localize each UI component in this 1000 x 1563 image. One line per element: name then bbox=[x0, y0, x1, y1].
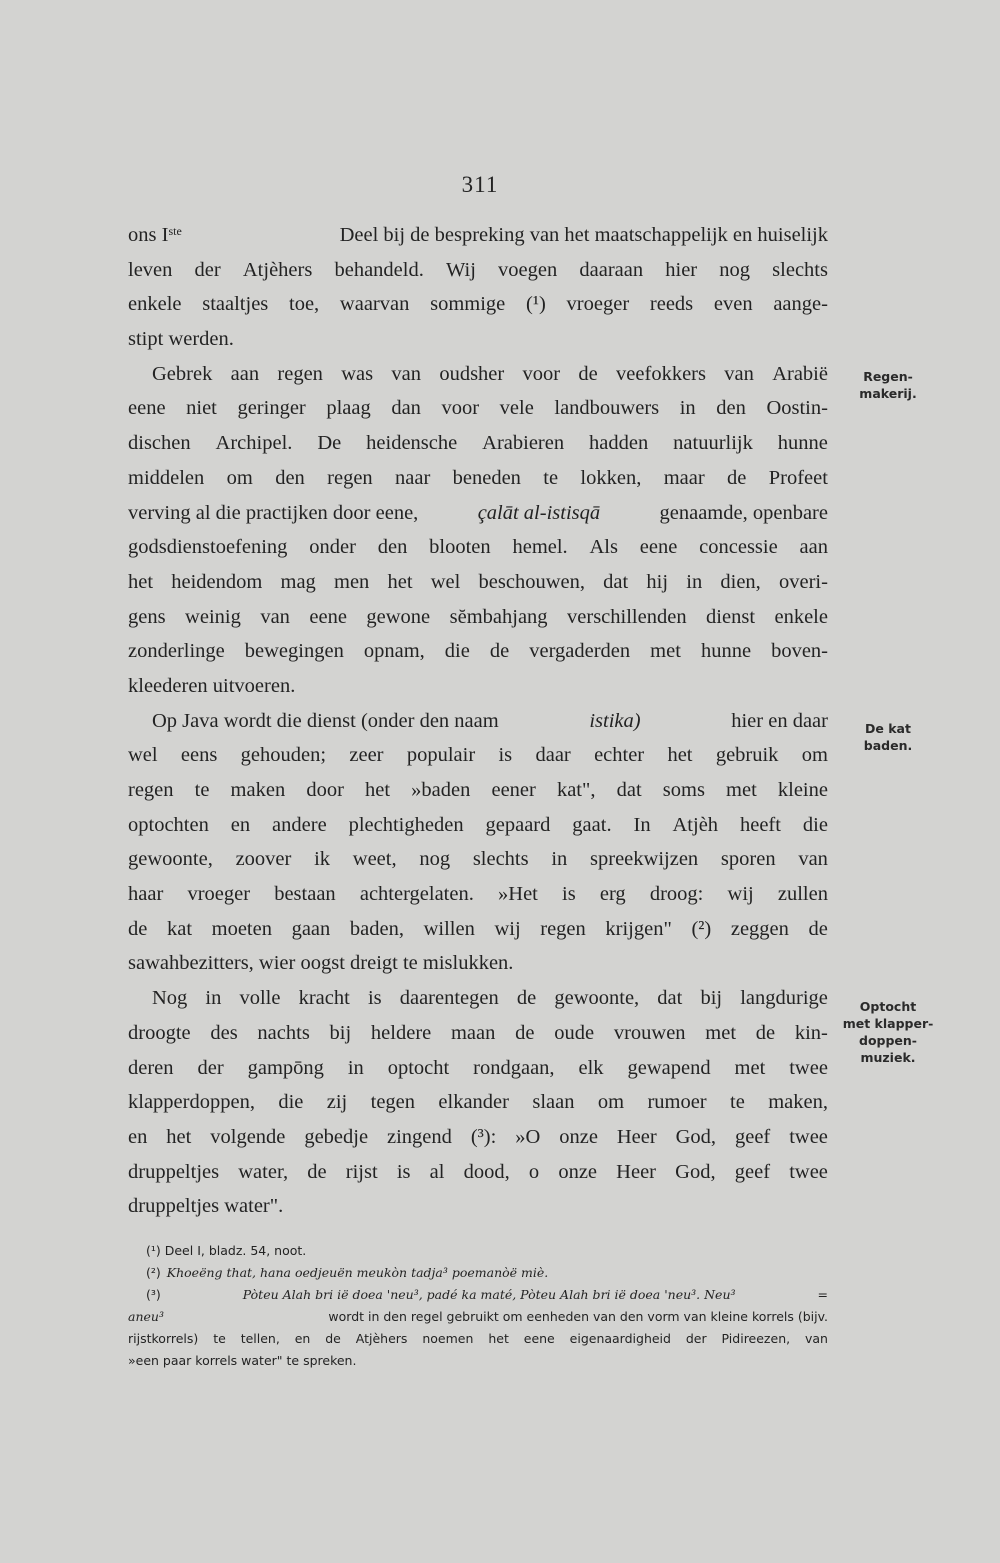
footnote-3: (³) Pòteu Alah bri ië doea 'neu³, padé ka maté, Pòteu Alah bri ië doea 'neu³. Neu³ = bbox=[146, 1287, 828, 1302]
text-line: dischen Archipel. De heidensche Arabieren hadden natuurlijk hunne bbox=[128, 432, 828, 455]
text-line: klapperdoppen, die zij tegen elkander slaan om rumoer te maken, bbox=[128, 1091, 828, 1114]
footnote-3-cont: rijstkorrels) te tellen, en de Atjèhers noemen het eene eigenaardigheid der Pidireezen, van bbox=[128, 1331, 828, 1346]
margin-note-optocht: Optocht met klapper- doppen- muziek. bbox=[842, 999, 934, 1065]
text-line: deren der gampōng in optocht rondgaan, elk gewapend met twee bbox=[128, 1056, 828, 1079]
text-line: gens weinig van eene gewone sĕmbahjang verschillenden dienst enkele bbox=[128, 605, 828, 628]
margin-note-regenmakerij: Regen- makerij. bbox=[859, 369, 917, 401]
footnote-2: (²) Khoeëng that, hana oedjeuën meukòn tadja³ poemanòë miè. bbox=[146, 1265, 549, 1280]
text-line: druppeltjes water, de rijst is al dood, o onze Heer God, geef twee bbox=[128, 1160, 828, 1183]
text-line: godsdienstoefening onder den blooten hemel. Als eene concessie aan bbox=[128, 536, 828, 559]
italic-term: çalāt al-istisqā bbox=[477, 501, 601, 524]
text-line: middelen om den regen naar beneden te lokken, maar de Profeet bbox=[128, 466, 828, 489]
text-line: eene niet geringer plaag dan voor vele landbouwers in den Oostin- bbox=[128, 397, 828, 420]
text-line: Op Java wordt die dienst (onder den naam istika) hier en daar bbox=[128, 704, 828, 739]
text-line: sawahbezitters, wier oogst dreigt te mislukken. bbox=[128, 952, 514, 975]
text-line: druppeltjes water". bbox=[128, 1195, 284, 1218]
footnote-3-cont: »een paar korrels water" te spreken. bbox=[128, 1353, 357, 1368]
text-line: zonderlinge bewegingen opnam, die de vergaderden met hunne boven- bbox=[128, 640, 828, 663]
footnote-3-cont: aneu³ wordt in den regel gebruikt om eenheden van den vorm van kleine korrels (bijv. bbox=[128, 1309, 828, 1324]
text-line: het heidendom mag men het wel beschouwen, dat hij in dien, overi- bbox=[128, 570, 828, 593]
text-line: kleederen uitvoeren. bbox=[128, 674, 296, 697]
text-line: de kat moeten gaan baden, willen wij regen krijgen" (²) zeggen de bbox=[128, 917, 828, 940]
text-line: regen te maken door het »baden eener kat", dat soms met kleine bbox=[128, 779, 828, 801]
italic-term: istika) bbox=[589, 709, 641, 732]
text-line: Nog in volle kracht is daarentegen de gewoonte, dat bij langdurige bbox=[152, 987, 828, 1010]
text-line: optochten en andere plechtigheden gepaard gaat. In Atjèh heeft die bbox=[128, 813, 828, 836]
text-line: droogte des nachts bij heldere maan de oude vrouwen met de kin- bbox=[128, 1021, 828, 1044]
text-line: verving al die practijken door eene, çalāt al-istisqā genaamde, openbare bbox=[128, 496, 828, 531]
body-text bbox=[128, 218, 828, 1224]
footnotes bbox=[128, 1240, 828, 1372]
text-line: gewoonte, zoover ik weet, nog slechts in spreekwijzen sporen van bbox=[128, 848, 828, 871]
margin-note-de-kat-baden: De kat baden. bbox=[863, 721, 913, 753]
text-line: Gebrek aan regen was van oudsher voor de veefokkers van Arabië bbox=[152, 362, 828, 385]
footnote-1: (¹) Deel I, bladz. 54, noot. bbox=[146, 1243, 307, 1258]
text-line: haar vroeger bestaan achtergelaten. »Het is erg droog: wij zullen bbox=[128, 883, 828, 906]
text-line: stipt werden. bbox=[128, 328, 234, 351]
text-line: en het volgende gebedje zingend (³): »O onze Heer God, geef twee bbox=[128, 1125, 828, 1148]
text-line: ons Iste Deel bij de bespreking van het maatschappelijk en huiselijk bbox=[128, 224, 828, 246]
page-number: 311 bbox=[461, 172, 499, 197]
text-line: wel eens gehouden; zeer populair is daar echter het gebruik om bbox=[128, 744, 828, 767]
text-line: leven der Atjèhers behandeld. Wij voegen daaraan hier nog slechts bbox=[128, 258, 828, 281]
text-line: enkele staaltjes toe, waarvan sommige (¹) vroeger reeds even aange- bbox=[128, 293, 828, 316]
